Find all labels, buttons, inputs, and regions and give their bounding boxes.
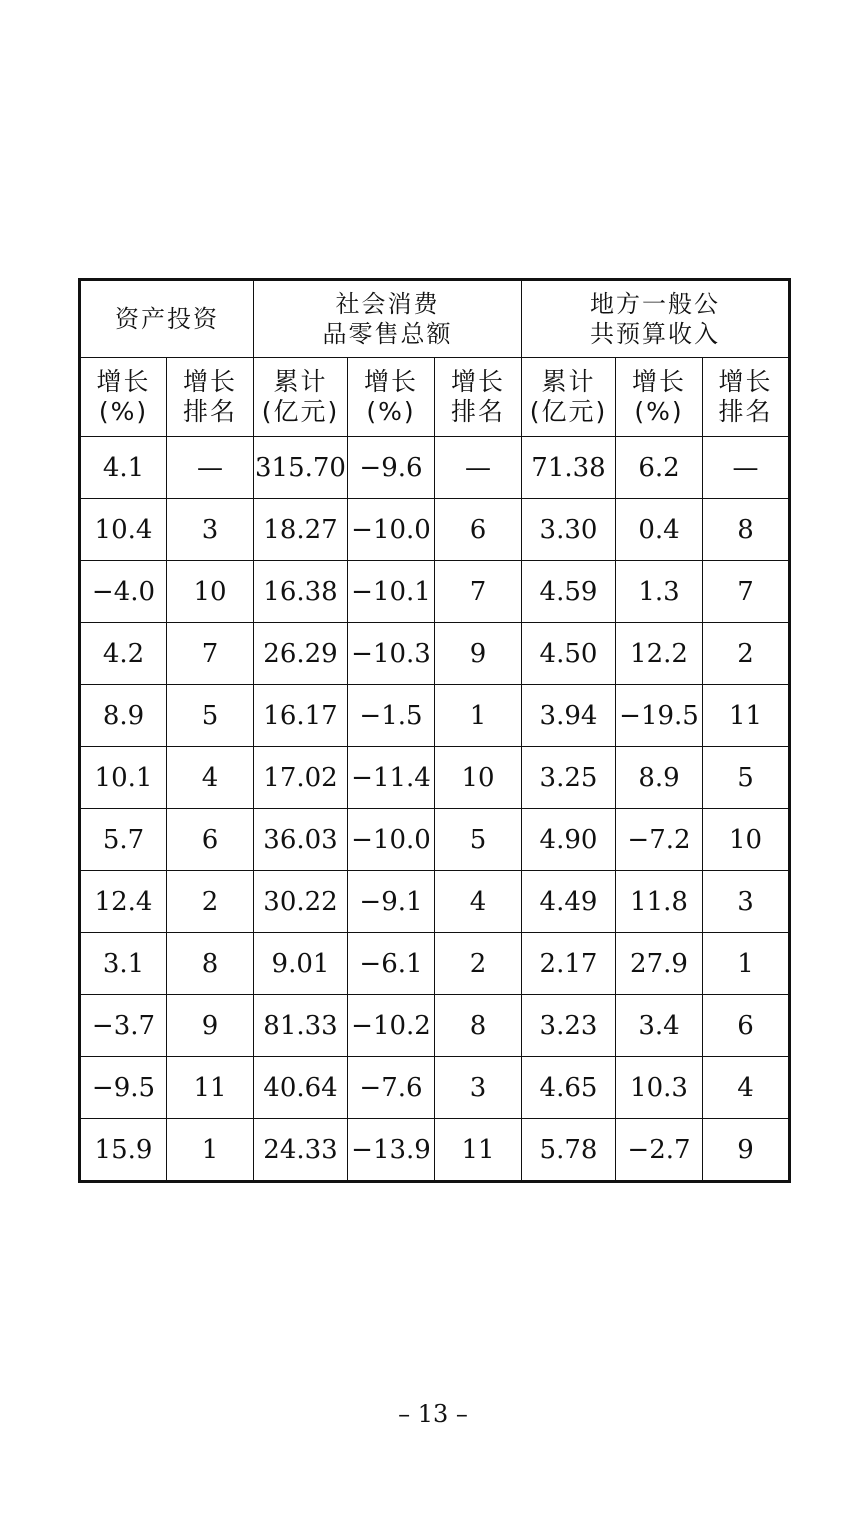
- table-cell: 4.49: [522, 871, 616, 933]
- table-cell: 17.02: [254, 747, 348, 809]
- table-cell: 8.9: [80, 685, 167, 747]
- table-cell: 71.38: [522, 437, 616, 499]
- column-header-unit: 排名: [182, 397, 237, 426]
- table-cell: 5: [167, 685, 254, 747]
- table-cell: 3: [167, 499, 254, 561]
- table-cell: −10.3: [348, 623, 435, 685]
- table-cell: 26.29: [254, 623, 348, 685]
- table-row: [80, 995, 790, 1057]
- table-cell: 4.1: [80, 437, 167, 499]
- table-cell: 2: [703, 623, 790, 685]
- table-row: [80, 1119, 790, 1182]
- table-cell: 7: [703, 561, 790, 623]
- table-cell: 2: [167, 871, 254, 933]
- table-cell: −4.0: [80, 561, 167, 623]
- statistics-table: [78, 278, 791, 1183]
- table-cell: 8.9: [616, 747, 703, 809]
- table-cell: 30.22: [254, 871, 348, 933]
- column-header-line: 增长: [631, 367, 686, 396]
- table-cell: 18.27: [254, 499, 348, 561]
- column-header: [167, 358, 254, 437]
- table-cell: −11.4: [348, 747, 435, 809]
- table-cell: 315.70: [254, 437, 348, 499]
- table-cell: 4.65: [522, 1057, 616, 1119]
- table-cell: 11: [435, 1119, 522, 1182]
- table-cell: 7: [167, 623, 254, 685]
- table-cell: 4: [703, 1057, 790, 1119]
- table-cell: 40.64: [254, 1057, 348, 1119]
- table-cell: 10.1: [80, 747, 167, 809]
- table-cell: 9: [167, 995, 254, 1057]
- table-cell: 16.17: [254, 685, 348, 747]
- table-cell: 24.33: [254, 1119, 348, 1182]
- column-header: [522, 358, 616, 437]
- column-header-unit: (%): [98, 397, 149, 426]
- table-cell: −9.5: [80, 1057, 167, 1119]
- table-cell: 4.90: [522, 809, 616, 871]
- table-row: [80, 747, 790, 809]
- table-cell: −1.5: [348, 685, 435, 747]
- group-header-line: 共预算收入: [590, 320, 720, 348]
- table-cell: 36.03: [254, 809, 348, 871]
- table-cell: 1: [435, 685, 522, 747]
- table-cell: −10.2: [348, 995, 435, 1057]
- table-cell: −10.0: [348, 499, 435, 561]
- table-cell: 5.7: [80, 809, 167, 871]
- table-cell: 0.4: [616, 499, 703, 561]
- column-header-unit: (%): [366, 397, 416, 426]
- table-cell: 5: [703, 747, 790, 809]
- group-header-investment: [80, 280, 254, 358]
- table-cell: 2.17: [522, 933, 616, 995]
- table-cell: 81.33: [254, 995, 348, 1057]
- table-cell: 1.3: [616, 561, 703, 623]
- column-header-unit: 排名: [718, 397, 773, 426]
- table-row: [80, 623, 790, 685]
- table-cell: 6: [703, 995, 790, 1057]
- header-group-row: [80, 280, 790, 358]
- table-cell: 9: [703, 1119, 790, 1182]
- column-header: [703, 358, 790, 437]
- table-cell: 1: [703, 933, 790, 995]
- table-cell: 12.2: [616, 623, 703, 685]
- table-row: [80, 933, 790, 995]
- table-cell: 3: [435, 1057, 522, 1119]
- table-cell: 10.3: [616, 1057, 703, 1119]
- table-cell: −10.1: [348, 561, 435, 623]
- table-cell: 15.9: [80, 1119, 167, 1182]
- table-cell: 3.25: [522, 747, 616, 809]
- table-cell: 11.8: [616, 871, 703, 933]
- table-cell: 5: [435, 809, 522, 871]
- table-cell: 8: [435, 995, 522, 1057]
- table-cell: 4.59: [522, 561, 616, 623]
- table-row: [80, 437, 790, 499]
- table-cell: —: [167, 437, 254, 499]
- group-header-line: 资产投资: [115, 305, 219, 333]
- column-header-line: 增长: [718, 367, 773, 396]
- table-cell: −9.1: [348, 871, 435, 933]
- column-header-line: 增长: [450, 367, 505, 396]
- table-body: [80, 437, 790, 1182]
- column-header-line: 增长: [96, 367, 151, 396]
- table-cell: −7.6: [348, 1057, 435, 1119]
- table-cell: 10: [167, 561, 254, 623]
- table-cell: 4.2: [80, 623, 167, 685]
- page-number: – 13 –: [398, 1400, 468, 1428]
- table-cell: 27.9: [616, 933, 703, 995]
- column-header-line: 增长: [363, 367, 418, 396]
- table-cell: 10: [703, 809, 790, 871]
- table-cell: 7: [435, 561, 522, 623]
- table-row: [80, 561, 790, 623]
- table-cell: 6.2: [616, 437, 703, 499]
- table-cell: −10.0: [348, 809, 435, 871]
- column-header: [435, 358, 522, 437]
- table-row: [80, 871, 790, 933]
- table-cell: 10.4: [80, 499, 167, 561]
- table-row: [80, 1057, 790, 1119]
- table-cell: −13.9: [348, 1119, 435, 1182]
- table-row: [80, 499, 790, 561]
- column-header: [80, 358, 167, 437]
- table-cell: −9.6: [348, 437, 435, 499]
- table-cell: −6.1: [348, 933, 435, 995]
- table-cell: 3.30: [522, 499, 616, 561]
- group-header-public-revenue: [522, 280, 790, 358]
- table-cell: 8: [167, 933, 254, 995]
- table-cell: 4: [167, 747, 254, 809]
- table-cell: 11: [167, 1057, 254, 1119]
- table-cell: 3.1: [80, 933, 167, 995]
- column-header-unit: 排名: [450, 397, 505, 426]
- column-header-unit: (亿元): [529, 397, 608, 426]
- table-cell: 9.01: [254, 933, 348, 995]
- column-header-line: 累计: [273, 367, 328, 396]
- table-cell: −19.5: [616, 685, 703, 747]
- group-header-retail-sales: [254, 280, 522, 358]
- table-cell: 11: [703, 685, 790, 747]
- column-header-line: 累计: [541, 367, 596, 396]
- table-cell: 3: [703, 871, 790, 933]
- table-cell: 4.50: [522, 623, 616, 685]
- table-cell: 3.94: [522, 685, 616, 747]
- table-cell: −7.2: [616, 809, 703, 871]
- group-header-line: 品零售总额: [322, 320, 453, 348]
- table-cell: 3.23: [522, 995, 616, 1057]
- table-cell: 3.4: [616, 995, 703, 1057]
- table-cell: 12.4: [80, 871, 167, 933]
- table-cell: 8: [703, 499, 790, 561]
- group-header-line: 社会消费: [335, 290, 440, 318]
- table-cell: 4: [435, 871, 522, 933]
- table-cell: 6: [435, 499, 522, 561]
- table-cell: —: [435, 437, 522, 499]
- column-header-unit: (亿元): [261, 397, 340, 426]
- column-header-unit: (%): [634, 397, 684, 426]
- column-header: [616, 358, 703, 437]
- table-row: [80, 685, 790, 747]
- table-cell: 9: [435, 623, 522, 685]
- column-header: [348, 358, 435, 437]
- column-header-line: 增长: [182, 367, 237, 396]
- group-header-line: 地方一般公: [590, 290, 720, 318]
- table-cell: −3.7: [80, 995, 167, 1057]
- table-cell: 2: [435, 933, 522, 995]
- table-cell: 10: [435, 747, 522, 809]
- column-header: [254, 358, 348, 437]
- header-column-row: [80, 358, 790, 437]
- table-cell: —: [703, 437, 790, 499]
- table-cell: 6: [167, 809, 254, 871]
- table-row: [80, 809, 790, 871]
- table-cell: −2.7: [616, 1119, 703, 1182]
- table-cell: 1: [167, 1119, 254, 1182]
- table-cell: 16.38: [254, 561, 348, 623]
- table-cell: 5.78: [522, 1119, 616, 1182]
